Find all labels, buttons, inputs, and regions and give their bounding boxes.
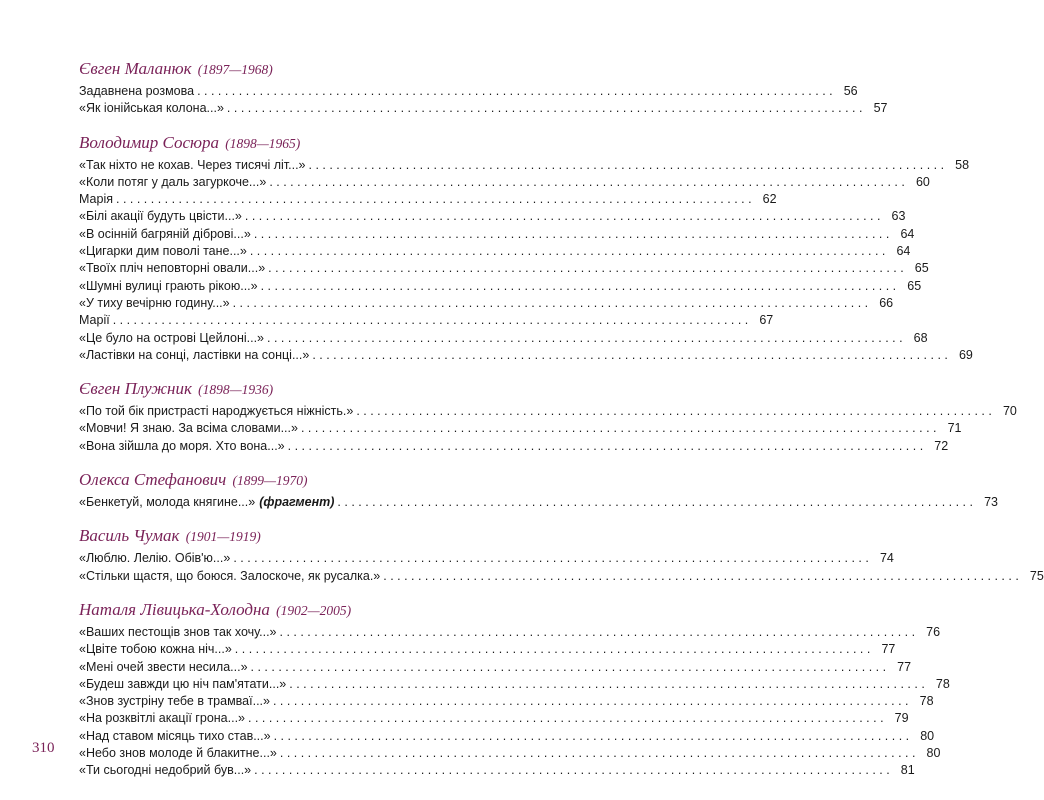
author-years: (1899—1970) (232, 473, 308, 489)
dot-leader (227, 100, 863, 117)
entry-page: 74 (879, 551, 894, 566)
toc-entry[interactable] (79, 710, 909, 727)
toc-entry[interactable] (79, 550, 894, 567)
entry-title: «Ти сьогодні недобрий був...» (79, 763, 252, 778)
dot-leader (197, 83, 833, 100)
author-section (79, 378, 1017, 455)
entry-page: 77 (881, 642, 896, 657)
entry-page: 80 (926, 746, 941, 761)
dot-leader (269, 174, 905, 191)
entry-page: 76 (926, 624, 941, 639)
entry-title: «Мовчи! Я знаю. За всіма словами...» (79, 421, 298, 436)
entry-page: 64 (900, 226, 915, 241)
author-section (79, 132, 973, 365)
dot-leader (235, 641, 871, 658)
author-years: (1898—1965) (225, 135, 301, 151)
author-years: (1898—1936) (198, 382, 274, 398)
author-name: Євген Маланюк (79, 59, 192, 78)
toc-entry[interactable] (79, 659, 912, 676)
entry-title: «Цигарки дим поволі тане...» (79, 244, 247, 259)
entry-title: «Будеш завжди цю ніч пам'ятати...» (79, 676, 287, 691)
toc-entry[interactable] (79, 330, 928, 347)
author-heading (79, 132, 494, 155)
entry-title: «Небо знов молоде й блакитне...» (79, 746, 277, 761)
dot-leader (337, 494, 973, 511)
entry-page: 75 (1029, 568, 1044, 583)
entry-page: 57 (873, 101, 888, 116)
author-years: (1902—2005) (276, 602, 352, 618)
toc-entry[interactable] (79, 100, 888, 117)
entry-page: 65 (907, 278, 922, 293)
entry-page: 69 (958, 347, 973, 362)
dot-leader (288, 438, 924, 455)
entry-title: «Білі акації будуть цвісти...» (79, 209, 242, 224)
entry-title: «Знов зустріну тебе в трамваї...» (79, 694, 270, 709)
toc-entry[interactable] (79, 420, 962, 437)
entry-page: 62 (762, 192, 777, 207)
entry-page: 56 (843, 84, 858, 98)
toc-entry[interactable] (79, 728, 935, 745)
dot-leader (113, 312, 749, 329)
entry-page: 78 (935, 676, 950, 691)
toc-entry[interactable] (79, 693, 934, 710)
dot-leader (116, 191, 752, 208)
author-name: Наталя Лівицька-Холодна (79, 599, 270, 619)
author-heading (79, 525, 494, 548)
entry-page: 81 (900, 763, 915, 778)
table-of-contents (79, 58, 1044, 794)
author-heading (79, 58, 494, 81)
entry-title: «У тиху вечірню годину...» (79, 295, 230, 310)
dot-leader (309, 157, 945, 174)
toc-entry[interactable] (79, 347, 973, 364)
entry-page: 77 (897, 659, 912, 674)
entry-page: 64 (896, 244, 911, 259)
entry-page: 70 (1002, 404, 1017, 419)
entry-page: 67 (759, 313, 774, 328)
entry-page: 66 (879, 295, 894, 310)
author-section (79, 58, 888, 118)
author-section (79, 599, 950, 780)
entry-title: «Вона зійшла до моря. Хто вона...» (79, 438, 285, 453)
toc-entry[interactable] (79, 157, 970, 174)
toc-entry[interactable] (79, 641, 896, 658)
author-section (79, 469, 998, 511)
author-heading (79, 378, 494, 401)
entry-title: «Ластівки на сонці, ластівки на сонці...» (79, 347, 310, 362)
entry-page: 72 (934, 438, 949, 453)
entry-title: «Ваших пестощів знов так хочу...» (79, 624, 277, 639)
entry-page: 79 (894, 711, 909, 726)
dot-leader (280, 624, 916, 641)
author-heading (79, 469, 494, 492)
dot-leader (254, 762, 890, 779)
entry-page: 68 (913, 330, 928, 345)
entry-title: Марії (79, 313, 110, 328)
dot-leader (233, 550, 869, 567)
author-section (79, 525, 1044, 585)
entry-page: 58 (955, 157, 970, 172)
toc-entry[interactable] (79, 174, 930, 191)
dot-leader (248, 710, 884, 727)
dot-leader (261, 278, 897, 295)
author-name: Володимир Сосюра (79, 132, 220, 152)
entry-page: 63 (891, 209, 906, 224)
toc-entry[interactable] (79, 403, 1017, 420)
author-heading (79, 599, 494, 622)
dot-leader (274, 728, 910, 745)
dot-leader (268, 260, 904, 277)
toc-entry[interactable] (79, 494, 998, 511)
author-years: (1901—1919) (185, 529, 261, 545)
dot-leader (312, 347, 948, 364)
entry-title: «Люблю. Лелію. Обів'ю...» (79, 551, 231, 566)
toc-entry[interactable] (79, 438, 949, 455)
entry-title: «Коли потяг у даль загуркоче...» (79, 174, 267, 189)
dot-leader (267, 330, 903, 347)
toc-entry[interactable] (79, 745, 941, 762)
author-name: Василь Чумак (79, 526, 180, 546)
author-years: (1897—1968) (197, 62, 273, 77)
entry-title: «В осінній багряній діброві...» (79, 226, 251, 241)
dot-leader (250, 243, 886, 260)
toc-entry[interactable] (79, 278, 922, 295)
entry-title: «Стільки щастя, що боюся. Залоскоче, як русалка.» (79, 568, 381, 583)
toc-entry[interactable] (79, 312, 774, 329)
entry-page: 78 (919, 694, 934, 709)
dot-leader (245, 208, 881, 225)
dot-leader (383, 568, 1019, 585)
entry-page: 80 (920, 728, 935, 743)
toc-entry[interactable] (79, 226, 915, 243)
dot-leader (254, 226, 890, 243)
toc-entry[interactable] (79, 295, 894, 312)
entry-title-text: «Бенкетуй, молода княгине...» (79, 495, 256, 510)
entry-title: «Цвіте тобою кожна ніч...» (79, 642, 232, 657)
entry-title: Задавнена розмова (79, 84, 195, 98)
dot-leader (289, 676, 925, 693)
toc-entry[interactable] (79, 260, 929, 277)
dot-leader (356, 403, 992, 420)
toc-entry[interactable] (79, 762, 915, 779)
entry-title: «На розквітлі акації грона...» (79, 711, 245, 726)
entry-page: 71 (947, 421, 962, 436)
entry-title: Марія (79, 192, 114, 207)
entry-title: «Так ніхто не кохав. Через тисячі літ...» (79, 157, 306, 172)
entry-title: «Шумні вулиці грають рікою...» (79, 278, 258, 293)
entry-title: «Над ставом місяць тихо став...» (79, 728, 271, 743)
toc-entry[interactable] (79, 243, 911, 260)
entry-title: «Це було на острові Цейлоні...» (79, 330, 265, 345)
entry-title: «Як іонійськая колона...» (79, 101, 224, 116)
entry-page: 73 (984, 495, 998, 510)
dot-leader (251, 659, 887, 676)
entry-page: 65 (914, 261, 929, 276)
toc-entry[interactable] (79, 676, 950, 693)
entry-page: 60 (915, 174, 930, 189)
toc-entry[interactable] (79, 191, 777, 208)
dot-leader (301, 420, 937, 437)
dot-leader (280, 745, 916, 762)
author-name: Олекса Стефанович (79, 470, 227, 490)
dot-leader (233, 295, 869, 312)
author-name: Євген Плужник (79, 379, 192, 399)
toc-entry[interactable] (79, 568, 1044, 585)
page-number: 310 (32, 740, 55, 756)
toc-entry[interactable] (79, 83, 858, 100)
toc-entry[interactable] (79, 624, 941, 641)
entry-title (79, 494, 334, 511)
dot-leader (273, 693, 909, 710)
toc-entry[interactable] (79, 208, 906, 225)
entry-note: (фрагмент) (259, 495, 335, 510)
entry-title: «По той бік пристрасті народжується ніжність.» (79, 404, 354, 419)
entry-title: «Твоїх пліч неповторні овали...» (79, 261, 266, 276)
entry-title: «Мені очей звести несила...» (79, 659, 248, 674)
